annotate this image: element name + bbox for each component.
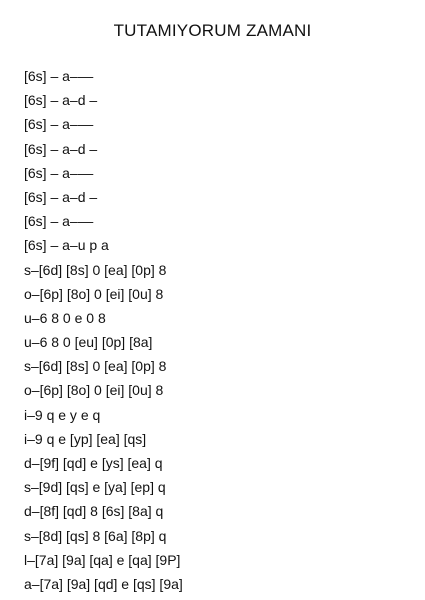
page-title: TUTAMIYORUM ZAMANI <box>113 21 312 40</box>
note-line: [6s] – a–d – <box>24 92 98 109</box>
note-line: d–[8f] [qd] 8 [6s] [8a] q <box>24 503 164 520</box>
note-line: i–9 q e [yp] [ea] [qs] <box>24 430 147 447</box>
note-line: [6s] – a––– <box>24 68 94 84</box>
note-line: d–[9f] [qd] e [ys] [ea] q <box>24 455 163 471</box>
note-line: [6s] – a––– <box>24 213 94 230</box>
note-line: s–[6d] [8s] 0 [ea] [0p] 8 <box>24 261 167 278</box>
note-line: [6s] – a–u p a <box>24 237 109 254</box>
note-line: a–[7a] [9a] [qd] e [qs] [9a] <box>24 575 183 592</box>
notes-list <box>24 64 183 596</box>
note-line: l–[7a] [9a] [qa] e [qa] [9P] <box>24 551 181 568</box>
note-line: u–6 8 0 [eu] [0p] [8a] <box>24 334 153 351</box>
note-line: u–6 8 0 e 0 8 <box>24 309 106 326</box>
note-line: [6s] – a–d – <box>24 140 98 157</box>
note-line: o–[6p] [8o] 0 [ei] [0u] 8 <box>24 285 164 302</box>
note-line: o–[6p] [8o] 0 [ei] [0u] 8 <box>24 382 164 399</box>
note-line: [6s] – a––– <box>24 164 94 181</box>
note-line: s–[9d] [qs] e [ya] [ep] q <box>24 479 166 496</box>
note-line: [6s] – a––– <box>24 116 94 133</box>
note-line: s–[8d] [qs] 8 [6a] [8p] q <box>24 527 167 544</box>
note-line: i–9 q e y e q <box>24 406 101 423</box>
note-line: s–[6d] [8s] 0 [ea] [0p] 8 <box>24 358 167 375</box>
note-line: [6s] – a–d – <box>24 188 98 205</box>
